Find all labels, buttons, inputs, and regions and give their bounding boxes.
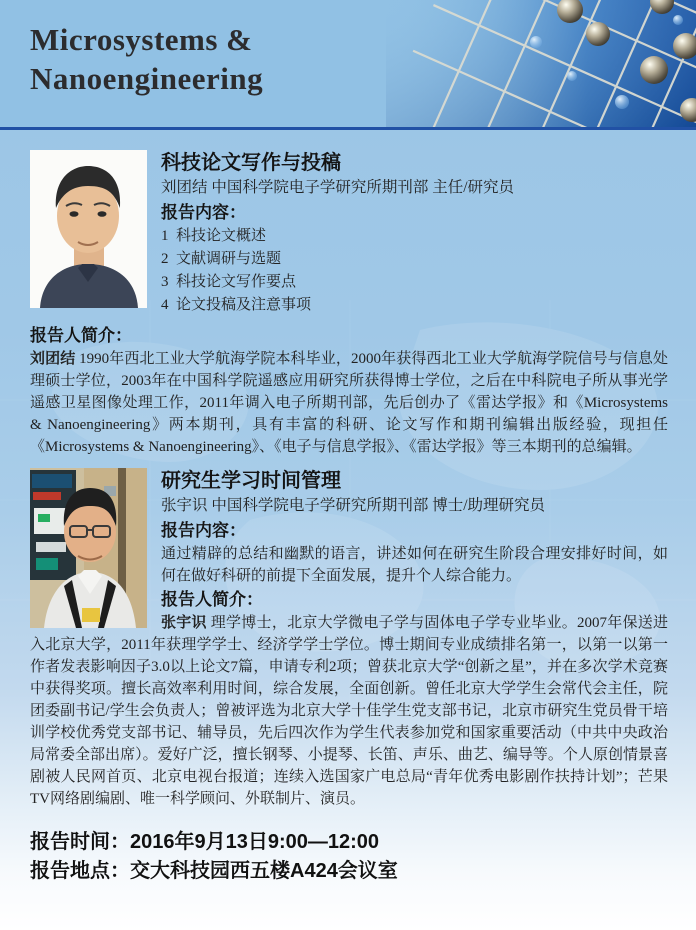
journal-title-line1: Microsystems & — [30, 22, 253, 57]
talk1-section — [30, 150, 668, 458]
talk2-speaker: 张宇识 中国科学院电子学研究所期刊部 博士/助理研究员 — [161, 497, 546, 514]
journal-title-line2: Nanoengineering — [30, 61, 264, 96]
nano-lattice-image — [386, 0, 696, 127]
talk2-content-label: 报告内容： — [161, 521, 246, 540]
talk1-content-item: 1 科技论文概述 — [161, 228, 267, 244]
talk2-bio-text — [30, 612, 668, 810]
talk1-speaker: 刘团结 中国科学院电子学研究所期刊部 主任/研究员 — [161, 179, 515, 196]
talk1-bio-label: 报告人简介： — [30, 326, 132, 345]
event-location: 报告地点：交大科技园西五楼A424会议室 — [30, 860, 398, 882]
talk1-bio-text — [30, 348, 668, 458]
speaker-photo-zhang — [30, 468, 147, 628]
talk2-content-text: 通过精辟的总结和幽默的语言，讲述如何在研究生阶段合理安排好时间，如何在做好科研的前提下全面发展，提升个人综合能力。 — [161, 546, 668, 584]
talk2-bio-body: 理学博士，北京大学微电子学与固体电子学专业毕业。2007年保送进入北京大学，2011年获理学学士、经济学学士学位。博士期间专业成绩排名第一，以第一以第一作者发表影响因子3.0以上论文7篇，申请专利2项；曾获北京大学“创新之星”，并在多次学术竞赛中获得奖项。擅长高效率利用时间，综合发展，全面创新。曾任北京大学学生会常代会主任，院团委副书记/学生会负责人；曾被评选为北京大学十佳学生党支部书记，北京市研究生党员骨干培训学校优秀党支部书记、辅导员，先后四次作为学生代表参加党和国家重要活动（中共中央政治局常委全部出席）。爱好广泛，擅长钢琴、小提琴、长笛、声乐、曲艺、编导等。个人原创情景喜剧被人民网首页、北京电视台报道；连续入选国家广电总局“青年优秀电影剧作扶持计划”；芒果TV网络剧编剧、唯一科学顾问、外联制片、演员。 — [30, 615, 668, 807]
poster-content — [0, 130, 696, 810]
talk1-title: 科技论文写作与投稿 — [161, 152, 341, 174]
talk1-bio-block — [30, 317, 668, 458]
talk2-section — [30, 468, 668, 810]
speaker-photo-liu — [30, 150, 147, 308]
talk1-content-item: 2 文献调研与选题 — [161, 251, 282, 267]
event-details — [0, 828, 696, 886]
talk1-content-label: 报告内容： — [161, 203, 246, 222]
talk2-title: 研究生学习时间管理 — [161, 470, 341, 492]
talk1-content-item: 3 科技论文写作要点 — [161, 274, 297, 290]
talk2-bio-name: 张宇识 — [161, 615, 207, 631]
talk2-bio-label: 报告人简介： — [161, 590, 263, 609]
journal-title — [30, 20, 263, 98]
journal-header — [0, 0, 696, 127]
event-time: 报告时间：2016年9月13日9:00—12:00 — [30, 831, 380, 853]
talk1-content-item: 4 论文投稿及注意事项 — [161, 297, 312, 313]
talk1-bio-body: 1990年西北工业大学航海学院本科毕业，2000年获得西北工业大学航海学院信号与信息处理硕士学位，2003年在中国科学院遥感应用研究所获得博士学位，之后在中科院电子所从事光学遥感卫星图像处理工作，2011年调入电子所期刊部，先后创办了《雷达学报》和《Microsystems & Nanoengineering》两本期刊，具有丰富的科研、论文写作和期刊编辑出版经验，现担任《Microsystems & Nanoengineering》、《电子与信息学报》、《雷达学报》等三本期刊的总编辑。 — [30, 351, 668, 455]
talk1-bio-name: 刘团结 — [30, 351, 76, 367]
